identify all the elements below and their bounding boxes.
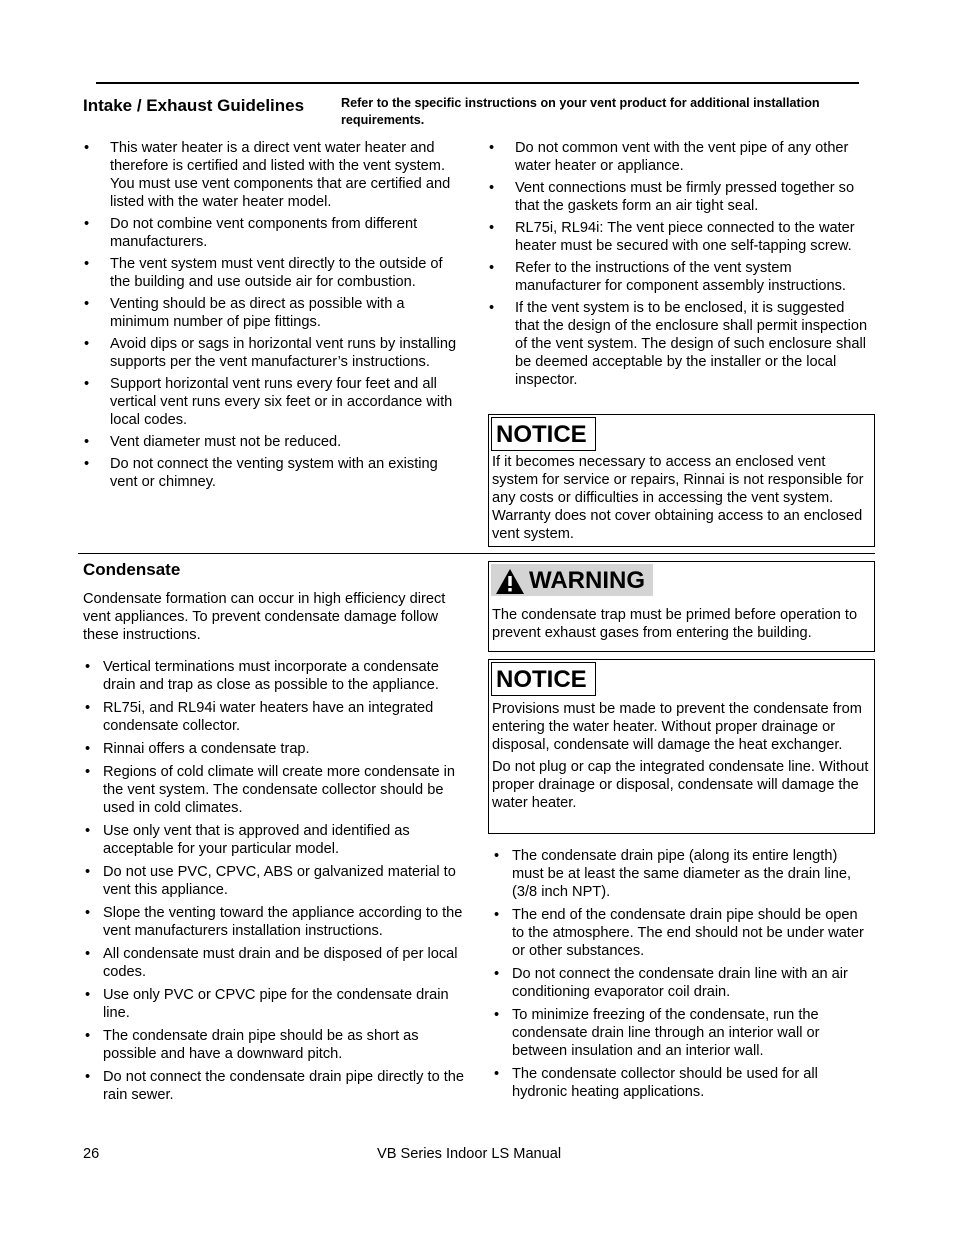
list-item: • The condensate drain pipe (along its entire length) must be at least the same diameter as the drain line, (3/8 inch NPT). [492, 847, 872, 901]
list-item: • Rinnai offers a condensate trap. [83, 740, 465, 758]
notice-label: NOTICE [491, 662, 596, 696]
list-item: • To minimize freezing of the condensate, run the condensate drain line through an interior wall or between insulation and an interior wall. [492, 1006, 872, 1060]
intake-note: Refer to the specific instructions on your vent product for additional installation requirements. [341, 96, 820, 127]
warning-label [491, 564, 653, 596]
vent-notice-box [488, 414, 875, 547]
notice-text: If it becomes necessary to access an enclosed vent system for service or repairs, Rinnai is not responsible for any costs or difficulties in accessing the vent system. Warranty does not cover obtaining access to an enclosed vent system. [492, 454, 864, 542]
condensate-left-list [83, 658, 465, 1109]
list-item: • Vent connections must be firmly pressed together so that the gaskets form an air tight seal. [488, 179, 872, 215]
list-item: • The vent system must vent directly to the outside of the building and use outside air for combustion. [83, 255, 465, 291]
list-item: • This water heater is a direct vent water heater and therefore is certified and listed with the vent system. You must use vent components that are certified and listed with the water heater model. [83, 139, 465, 211]
list-item: • RL75i, and RL94i water heaters have an integrated condensate collector. [83, 699, 465, 735]
list-item: • The condensate drain pipe should be as short as possible and have a downward pitch. [83, 1027, 465, 1063]
list-item: • Venting should be as direct as possible with a minimum number of pipe fittings. [83, 295, 465, 331]
top-rule [96, 82, 859, 84]
warning-triangle-icon [495, 568, 525, 595]
list-item: • RL75i, RL94i: The vent piece connected to the water heater must be secured with one self-tapping screw. [488, 219, 872, 255]
list-item: • Do not use PVC, CPVC, ABS or galvanized material to vent this appliance. [83, 863, 465, 899]
notice-text-group [492, 700, 871, 816]
condensate-heading: Condensate [83, 560, 181, 579]
condensate-right-list [492, 847, 872, 1106]
condensate-intro: Condensate formation can occur in high efficiency direct vent appliances. To prevent condensate damage follow these instructions. [83, 591, 446, 643]
list-item: • Use only PVC or CPVC pipe for the condensate drain line. [83, 986, 465, 1022]
warning-box [488, 561, 875, 652]
notice-paragraph: Provisions must be made to prevent the condensate from entering the water heater. Without proper drainage or disposal, condensate will damage the heat exchanger. [492, 701, 862, 753]
list-item: • Do not connect the condensate drain pipe directly to the rain sewer. [83, 1068, 465, 1104]
list-item: • Avoid dips or sags in horizontal vent runs by installing supports per the vent manufacturer’s instructions. [83, 335, 465, 371]
intake-heading: Intake / Exhaust Guidelines [83, 96, 305, 115]
list-item: • Do not connect the venting system with an existing vent or chimney. [83, 455, 465, 491]
list-item: • Use only vent that is approved and identified as acceptable for your particular model. [83, 822, 465, 858]
section-divider [78, 553, 875, 554]
list-item: • Do not common vent with the vent pipe of any other water heater or appliance. [488, 139, 872, 175]
warning-label-text: WARNING [529, 567, 645, 594]
notice-paragraph: Do not plug or cap the integrated condensate line. Without proper drainage or disposal, condensate will damage the water heater. [492, 759, 869, 811]
intake-left-list [83, 139, 465, 495]
warning-text: The condensate trap must be primed before operation to prevent exhaust gases from entering the building. [492, 607, 858, 641]
list-item: • Support horizontal vent runs every four feet and all vertical vent runs every six feet or in accordance with local codes. [83, 375, 465, 429]
list-item: • The end of the condensate drain pipe should be open to the atmosphere. The end should not be under water or other substances. [492, 906, 872, 960]
condensate-notice-box [488, 659, 875, 834]
page-number: 26 [83, 1146, 100, 1162]
list-item: • Vent diameter must not be reduced. [83, 433, 465, 451]
list-item: • Vertical terminations must incorporate a condensate drain and trap as close as possible to the appliance. [83, 658, 465, 694]
manual-title: VB Series Indoor LS Manual [377, 1146, 562, 1162]
list-item: • Slope the venting toward the appliance according to the vent manufacturers installation instructions. [83, 904, 465, 940]
list-item: • Do not combine vent components from different manufacturers. [83, 215, 465, 251]
notice-label: NOTICE [491, 417, 596, 451]
list-item: • All condensate must drain and be disposed of per local codes. [83, 945, 465, 981]
list-item: • If the vent system is to be enclosed, it is suggested that the design of the enclosure shall permit inspection of the vent system. The design of such enclosure shall be deemed acceptable by the installer or the local inspector. [488, 299, 872, 389]
list-item: • Refer to the instructions of the vent system manufacturer for component assembly instructions. [488, 259, 872, 295]
list-item: • Do not connect the condensate drain line with an air conditioning evaporator coil drain. [492, 965, 872, 1001]
list-item: • Regions of cold climate will create more condensate in the vent system. The condensate collector should be used in cold climates. [83, 763, 465, 817]
list-item: • The condensate collector should be used for all hydronic heating applications. [492, 1065, 872, 1101]
intake-right-list [488, 139, 872, 393]
